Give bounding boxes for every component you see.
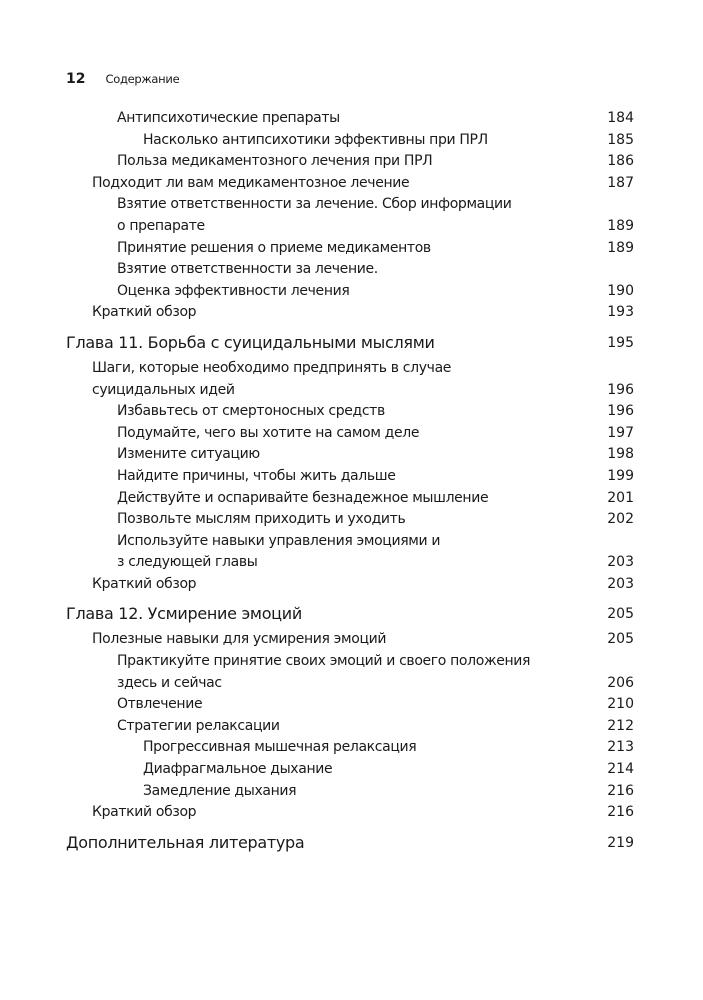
toc-entry (66, 694, 636, 716)
toc-entry (66, 781, 636, 803)
toc-entry-page: 198 (607, 446, 634, 463)
toc-entry-title: Польза медикаментозного лечения при ПРЛ (117, 153, 433, 170)
toc-chapter-entry (66, 828, 636, 858)
toc-entry-page: 216 (607, 804, 634, 821)
toc-entry (66, 509, 636, 531)
toc-entry-page: 185 (607, 131, 634, 148)
toc-entry-title: Глава 11. Борьба с суицидальными мыслями (66, 332, 435, 352)
toc-entry (66, 216, 636, 238)
toc-entry-page: 205 (607, 606, 634, 623)
toc-entry (66, 173, 636, 195)
toc-entry-page: 205 (607, 631, 634, 648)
toc-entry (66, 444, 636, 466)
toc-entry-title: Краткий обзор (92, 575, 197, 592)
toc-entry-title: Краткий обзор (92, 804, 197, 821)
toc-entry (66, 716, 636, 738)
toc-entry (66, 651, 636, 673)
toc-entry (66, 108, 636, 130)
toc-entry-title: о препарате (117, 217, 205, 234)
toc-entry (66, 358, 636, 380)
toc-entry (66, 259, 636, 281)
toc-entry (66, 281, 636, 303)
toc-entry-page: 187 (607, 174, 634, 191)
toc-entry-title: Прогрессивная мышечная релаксация (143, 739, 417, 756)
page-number: 12 (66, 71, 86, 87)
toc-entry (66, 574, 636, 596)
toc-entry-title: Замедление дыхания (143, 782, 297, 799)
toc-entry (66, 302, 636, 324)
toc-entry-page: 189 (607, 217, 634, 234)
toc-entry-title: Измените ситуацию (117, 446, 260, 463)
toc-entry-page: 203 (607, 575, 634, 592)
toc-entry-page: 219 (607, 834, 634, 851)
toc-entry-page: 186 (607, 153, 634, 170)
toc-chapter-entry (66, 599, 636, 629)
toc-entry-title: здесь и сейчас (117, 674, 222, 691)
toc-entry-page: 189 (607, 239, 634, 256)
toc-entry (66, 380, 636, 402)
toc-entry-page: 216 (607, 782, 634, 799)
toc-entry-title: Шаги, которые необходимо предпринять в случае (92, 359, 452, 376)
toc-entry-page: 201 (607, 489, 634, 506)
toc-entry-page: 196 (607, 381, 634, 398)
toc-entry (66, 488, 636, 510)
section-title: Содержание (105, 72, 180, 86)
toc-entry (66, 531, 636, 553)
toc-entry-page: 190 (607, 282, 634, 299)
toc-entry-page: 210 (607, 696, 634, 713)
toc-entry-title: Отвлечение (117, 696, 203, 713)
toc-entry (66, 401, 636, 423)
toc-entry (66, 466, 636, 488)
toc-entry (66, 238, 636, 260)
toc-entry-page: 214 (607, 761, 634, 778)
toc-entry-title: Действуйте и оспаривайте безнадежное мышление (117, 489, 489, 506)
toc-entry-title: Диафрагмальное дыхание (143, 761, 333, 778)
toc-entry-page: 195 (607, 334, 634, 351)
table-of-contents (66, 108, 636, 858)
toc-entry-title: Позвольте мыслям приходить и уходить (117, 511, 406, 528)
toc-entry-title: Дополнительная литература (66, 832, 305, 852)
toc-entry-title: Взятие ответственности за лечение. (117, 261, 378, 278)
running-head (66, 71, 179, 87)
toc-entry-page: 213 (607, 739, 634, 756)
toc-entry-page: 197 (607, 424, 634, 441)
toc-entry-title: Краткий обзор (92, 304, 197, 321)
toc-entry-title: Используйте навыки управления эмоциями и (117, 532, 441, 549)
toc-entry (66, 130, 636, 152)
toc-chapter-entry (66, 328, 636, 358)
toc-entry-title: Подходит ли вам медикаментозное лечение (92, 174, 410, 191)
toc-entry (66, 673, 636, 695)
toc-entry-title: Полезные навыки для усмирения эмоций (92, 631, 387, 648)
toc-entry-page: 203 (607, 554, 634, 571)
toc-entry-title: Найдите причины, чтобы жить дальше (117, 467, 396, 484)
toc-entry-title: Глава 12. Усмирение эмоций (66, 604, 302, 624)
toc-entry (66, 423, 636, 445)
toc-entry-title: Стратегии релаксации (117, 717, 280, 734)
toc-entry (66, 759, 636, 781)
toc-entry-title: Антипсихотические препараты (117, 110, 340, 126)
toc-entry (66, 802, 636, 824)
toc-entry-page: 202 (607, 511, 634, 528)
toc-entry (66, 151, 636, 173)
toc-entry-title: Насколько антипсихотики эффективны при ПРЛ (143, 131, 488, 148)
toc-entry-title: Оценка эффективности лечения (117, 282, 350, 299)
toc-entry (66, 552, 636, 574)
toc-entry (66, 194, 636, 216)
toc-entry-page: 196 (607, 403, 634, 420)
toc-entry-title: Взятие ответственности за лечение. Сбор информации (117, 196, 512, 213)
toc-entry-page: 184 (607, 110, 634, 126)
toc-entry-title: Принятие решения о приеме медикаментов (117, 239, 431, 256)
toc-entry (66, 629, 636, 651)
toc-entry-page: 193 (607, 304, 634, 321)
toc-entry-page: 212 (607, 717, 634, 734)
toc-entry-page: 206 (607, 674, 634, 691)
toc-entry-title: Подумайте, чего вы хотите на самом деле (117, 424, 420, 441)
toc-entry-page: 199 (607, 467, 634, 484)
toc-entry-title: Избавьтесь от смертоносных средств (117, 403, 385, 420)
toc-entry-title: з следующей главы (117, 554, 258, 571)
toc-entry (66, 737, 636, 759)
toc-entry-title: суицидальных идей (92, 381, 235, 398)
toc-entry-title: Практикуйте принятие своих эмоций и своего положения (117, 653, 531, 670)
